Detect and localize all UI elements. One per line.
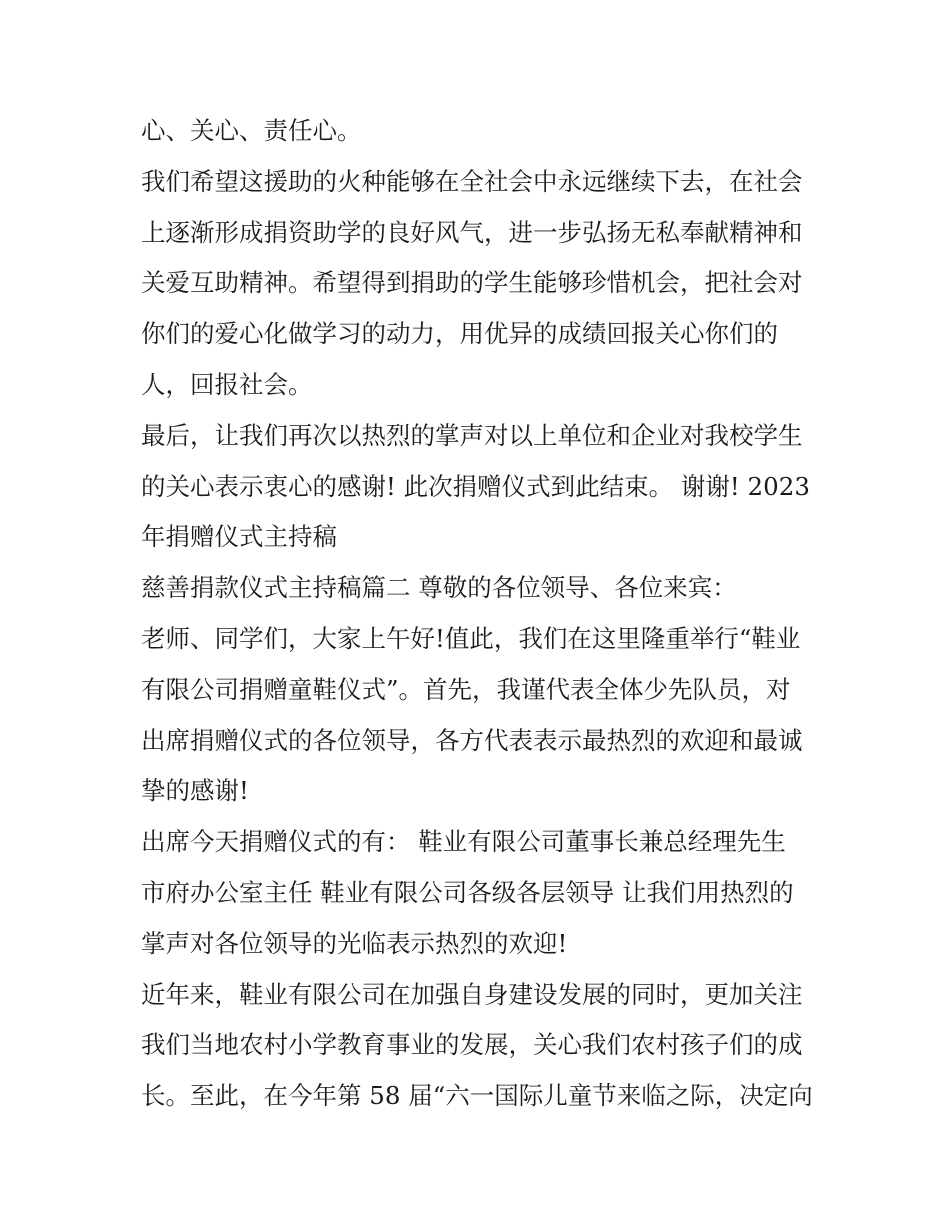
text-line: 年捐赠仪式主持稿 bbox=[141, 522, 337, 552]
text-line: 挚的感谢! bbox=[141, 776, 249, 806]
text-line: 心、关心、责任心。 bbox=[141, 116, 362, 145]
text-line: 上逐渐形成捐资助学的良好风气，进一步弘扬无私奉献精神和 bbox=[141, 217, 803, 247]
text-line: 老师、同学们，大家上午好!值此，我们在这里隆重举行“鞋业 bbox=[141, 623, 801, 653]
text-line: 出席今天捐赠仪式的有： 鞋业有限公司董事长兼总经理先生 bbox=[141, 827, 786, 857]
text-line: 有限公司捐赠童鞋仪式”。首先，我谨代表全体少先队员，对 bbox=[141, 674, 791, 704]
document-body bbox=[141, 106, 821, 1122]
text-line: 慈善捐款仪式主持稿篇二 尊敬的各位领导、各位来宾： bbox=[141, 573, 737, 603]
text-line: 你们的爱心化做学习的动力，用优异的成绩回报关心你们的 bbox=[141, 319, 778, 349]
text-line: 长。至此，在今年第 58 届“六一国际儿童节来临之际，决定向 bbox=[141, 1081, 813, 1111]
text-line: 最后，让我们再次以热烈的掌声对以上单位和企业对我校学生 bbox=[141, 420, 803, 450]
text-line: 人，回报社会。 bbox=[141, 369, 313, 399]
text-line: 市府办公室主任 鞋业有限公司各级各层领导 让我们用热烈的 bbox=[141, 877, 794, 907]
text-line: 关爱互助精神。希望得到捐助的学生能够珍惜机会，把社会对 bbox=[141, 268, 803, 298]
text-line: 我们当地农村小学教育事业的发展，关心我们农村孩子们的成 bbox=[141, 1030, 803, 1060]
text-line: 我们希望这援助的火种能够在全社会中永远继续下去，在社会 bbox=[141, 166, 803, 196]
text-line: 的关心表示衷心的感谢! 此次捐赠仪式到此结束。 谢谢! 2023 bbox=[141, 471, 810, 501]
text-line: 近年来，鞋业有限公司在加强自身建设发展的同时，更加关注 bbox=[141, 979, 803, 1009]
text-line: 掌声对各位领导的光临表示热烈的欢迎! bbox=[141, 928, 568, 958]
text-line: 出席捐赠仪式的各位领导，各方代表表示最热烈的欢迎和最诚 bbox=[141, 725, 803, 755]
